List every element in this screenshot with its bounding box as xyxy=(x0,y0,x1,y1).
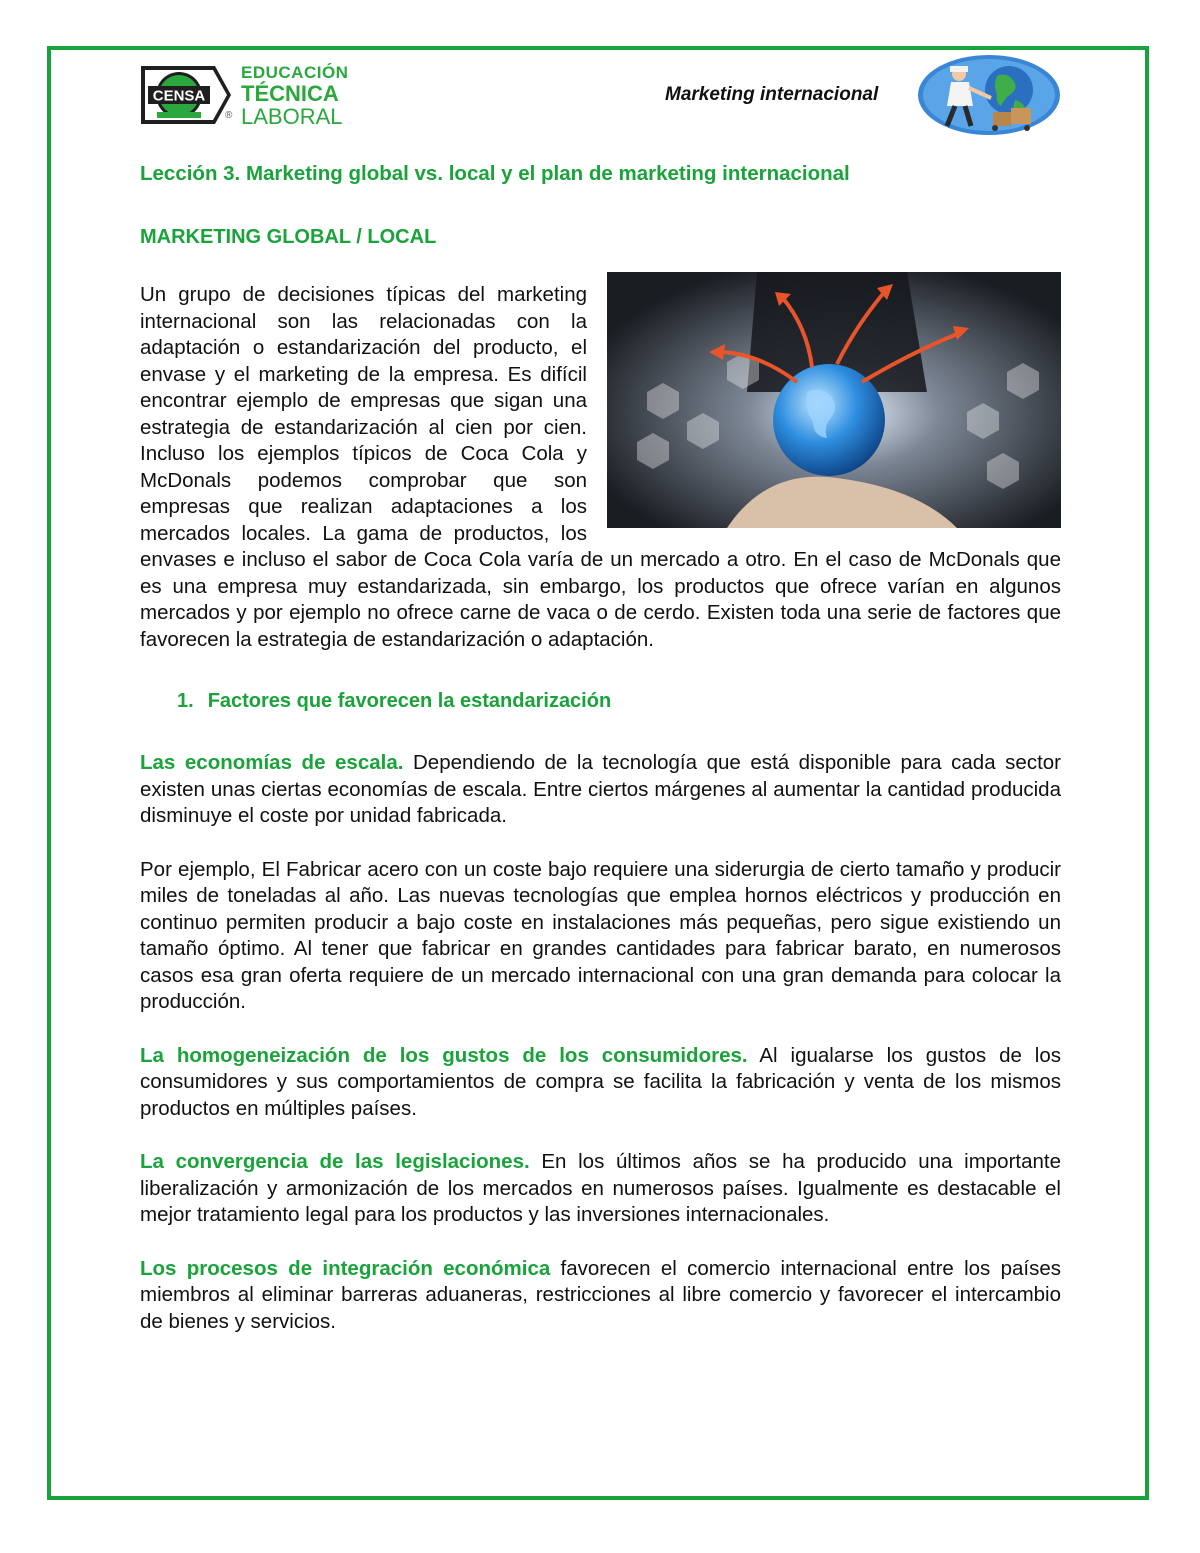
factor-term: La homogeneización de los gustos de los consumidores. xyxy=(140,1043,748,1067)
factor-term: Las economías de escala. xyxy=(140,751,404,774)
factor-convergencia xyxy=(140,1149,1061,1229)
globe-arrows-image xyxy=(607,272,1061,528)
registered-mark: ® xyxy=(225,110,233,121)
logo-line1: EDUCACIÓN xyxy=(241,63,349,82)
factor-text: Por ejemplo, El Fabricar acero con un coste bajo requiere una siderurgia de cierto tamaño y producir miles de toneladas al año. Las nuevas tecnologías que emplea hornos eléctricos y producción en continuo permiten producir a bajo coste en instalaciones más pequeñas, pero sigue existiendo un tamaño óptimo. Al tener que fabricar en grandes cantidades para fabricar barato, en numerosos casos esa gran oferta requiere de un mercado internacional con una gran demanda para colocar la producción. xyxy=(140,857,1061,1013)
censa-logo xyxy=(137,62,352,132)
heading-text: Factores que favorecen la estandarización xyxy=(207,690,612,712)
censa-badge-text: CENSA xyxy=(152,87,206,105)
heading-number: 1. xyxy=(177,690,194,712)
factor-text: favorecen el comercio internacional entre los países miembros al eliminar barreras aduaneras, restricciones al libre comercio y favorecer el intercambio de bienes y servicios. xyxy=(140,1256,1061,1333)
document-body xyxy=(140,162,1061,1335)
logo-line2: TÉCNICA xyxy=(241,81,339,106)
factor-economias-escala xyxy=(140,750,1061,830)
logo-wordmark xyxy=(241,64,348,128)
section-heading: MARKETING GLOBAL / LOCAL xyxy=(140,226,437,248)
factor-term: Los procesos de integración económica xyxy=(140,1256,551,1280)
factor-homogeneizacion xyxy=(140,1043,1061,1123)
factor-term: La convergencia de las legislaciones. xyxy=(140,1150,530,1173)
delivery-globe-illustration xyxy=(915,52,1063,138)
factor-text: Dependiendo de la tecnología que está disponible para cada sector existen unas ciertas economías de escala. Entre ciertos márgenes al aumentar la cantidad producida disminuye el coste por unidad fabricada. xyxy=(140,751,1061,827)
factor-integracion xyxy=(140,1256,1061,1336)
intro-paragraph: Un grupo de decisiones típicas del marketing internacional son las relacionadas con la adaptación o estandarización del producto, el envase y el marketing de la empresa. Es difícil encontrar ejemplo de empresas que sigan una estrategia de estandarización al cien por cien. Incluso los ejemplos típicos de Coca Cola y McDonals podemos comprobar que son empresas que realizan adaptaciones a los mercados locales. La gama de productos, los envases e incluso el sabor de Coca Cola varía de un mercado a otro. En el caso de McDonals que es una empresa muy estandarizada, sin embargo, los productos que ofrece varían en algunos mercados y por ejemplo no ofrece carne de vaca o de cerdo. Existen toda una serie de factores que favorecen la estrategia de estandarización o adaptación. xyxy=(140,283,1061,651)
logo-line3: LABORAL xyxy=(241,104,343,129)
factor-text: Al igualarse los gustos de los consumidores y sus comportamientos de compra se facilita la fabricación y venta de los mismos productos en múltiples países. xyxy=(140,1043,1062,1120)
numbered-heading xyxy=(177,690,1061,713)
header-title: Marketing internacional xyxy=(665,84,879,105)
example-paragraph xyxy=(140,857,1061,1016)
lesson-title: Lección 3. Marketing global vs. local y el plan de marketing internacional xyxy=(140,162,850,185)
factor-text: En los últimos años se ha producido una importante liberalización y armonización de los mercados en numerosos países. Igualmente es destacable el mejor tratamiento legal para los productos y las inversiones internacionales. xyxy=(140,1150,1062,1226)
censa-badge-icon xyxy=(137,62,235,128)
